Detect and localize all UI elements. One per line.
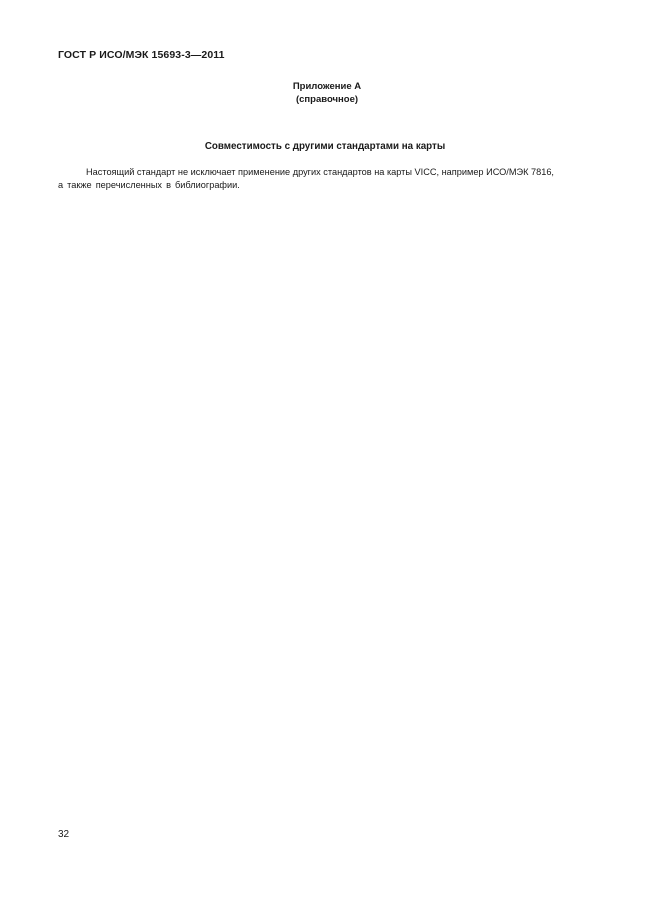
annex-note: (справочное) (295, 94, 359, 105)
paragraph-line-2: а также перечисленных в библиографии. (58, 180, 240, 190)
document-code-header: ГОСТ Р ИСО/МЭК 15693-3—2011 (58, 49, 225, 61)
paragraph-line-1: Настоящий стандарт не исключает применение других стандартов на карты VICC, например ИСО/МЭК 7816, (86, 167, 554, 177)
body-paragraph (58, 166, 592, 192)
annex-title: Приложение А (292, 81, 362, 92)
section-title: Совместимость с другими стандартами на карты (204, 141, 446, 152)
page-number: 32 (58, 829, 70, 840)
